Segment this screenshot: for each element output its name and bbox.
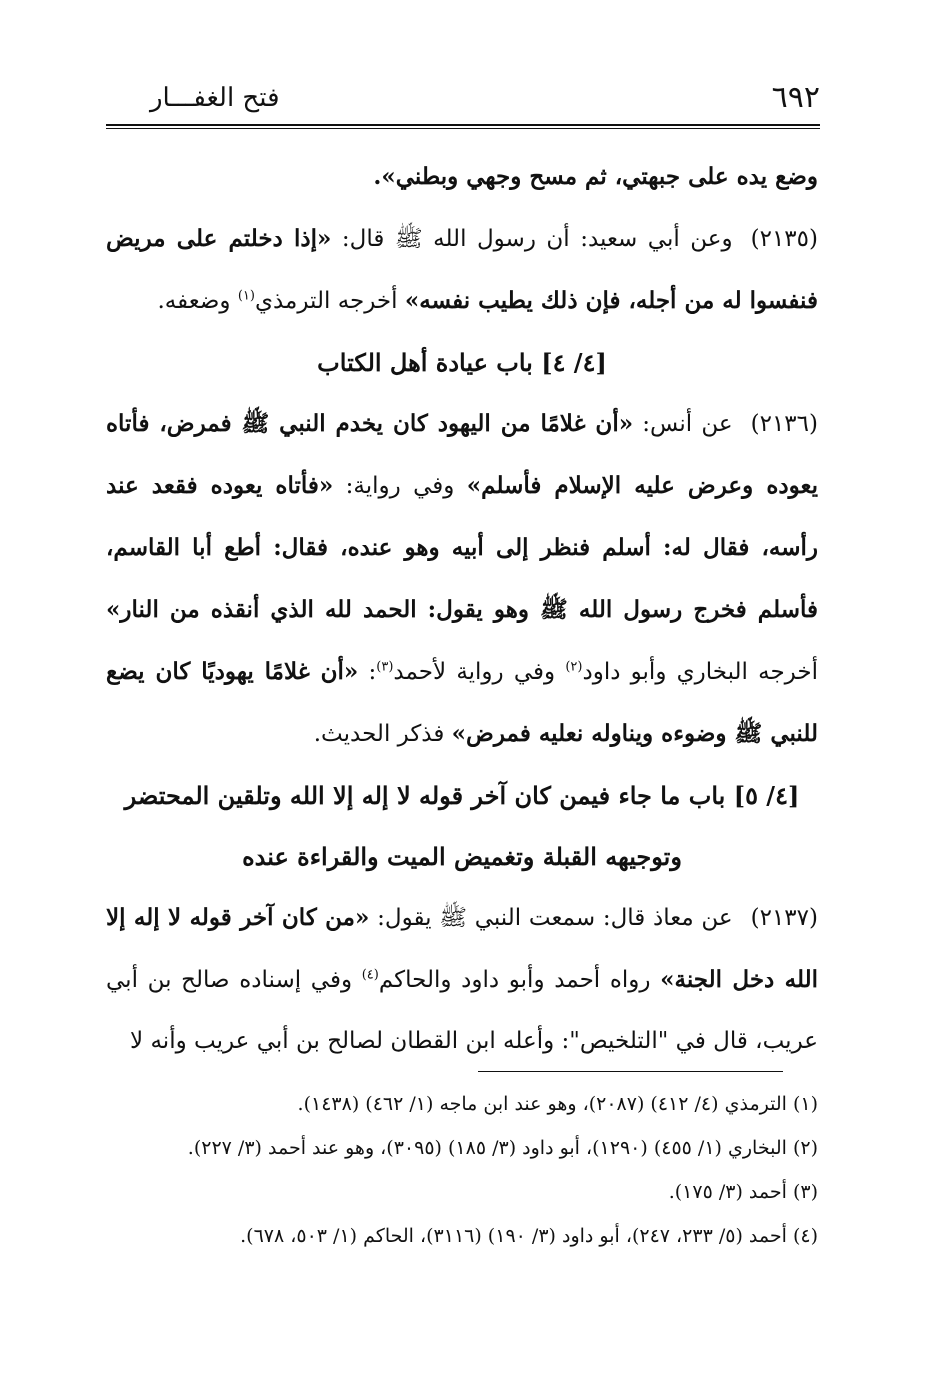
hadith-quote: «من كان آخر قوله لا إله إلا الله دخل الجنة» (106, 904, 818, 993)
hadith-quote: «فأتاه يعوده فقعد عند رأسه، فقال له: أسلم فنظر إلى أبيه وهو عنده، فقال: أطع أبا القاسم، فأسلم فخرج رسول الله ﷺ وهو يقول: الحمد لله الذي أنقذه من النار» (106, 472, 818, 623)
chapter-heading-4-5-line2: وتوجيهه القبلة وتغميض الميت والقراءة عنده (242, 842, 682, 871)
footnote-ref: (٣) (376, 659, 394, 675)
page-number: ٦٩٢ (771, 80, 820, 115)
footnote-4: (٤) أحمد (٥/ ٢٣٣، ٢٤٧)، أبو داود (٣/ ١٩٠) (٣١١٦)، الحاكم (١/ ٥٠٣، ٦٧٨). (240, 1225, 818, 1247)
hadith-quote: «إذا دخلتم على مريض فنفسوا له من أجله، فإن ذلك يطيب نفسه» (106, 225, 818, 314)
book-title: فتح الغفـــار (150, 83, 280, 113)
footnote-2: (٢) البخاري (١/ ٤٥٥) (١٢٩٠)، أبو داود (٣/ ١٨٥) (٣٠٩٥)، وهو عند أحمد (٣/ ٢٢٧). (187, 1137, 818, 1159)
hadith-2135: (٢١٣٥)وعن أبي سعيد: أن رسول الله ﷺ قال: «إذا دخلتم على مريض فنفسوا له من أجله، فإن ذلك يطيب نفسه» أخرجه الترمذي$^{(١)}$ وضعفه. (106, 225, 818, 314)
main-text (106, 146, 818, 1072)
page-header (110, 78, 820, 118)
footnote-1: (١) الترمذي (٤/ ٤١٢) (٢٠٨٧)، وهو عند ابن ماجه (١/ ٤٦٢) (١٤٣٨). (297, 1093, 818, 1115)
hadith-quote: «أن غلامًا من اليهود كان يخدم النبي ﷺ فمرض، فأتاه يعوده وعرض عليه الإسلام فأسلم» (106, 410, 819, 499)
hadith-2136: (٢١٣٦)عن أنس: «أن غلامًا من اليهود كان يخدم النبي ﷺ فمرض، فأتاه يعوده وعرض عليه الإسلام فأسلم» وفي رواية: «فأتاه يعوده فقعد عند رأسه، فقال له: أسلم فنظر إلى أبيه وهو عنده، فقال: أطع أبا القاسم، فأسلم فخرج رسول الله ﷺ وهو يقول: الحمد لله الذي أنقذه من النار» أخرجه البخاري وأبو داود$^{(٢)}$ وفي رواية لأحمد$^{(٣)}$: «أن غلامًا يهوديًا كان يضع للنبي ﷺ وضوءه ويناوله نعليه فمرض» فذكر الحديث. (106, 410, 819, 747)
footnote-rule (478, 1071, 783, 1072)
footnote-3: (٣) أحمد (٣/ ١٧٥). (668, 1181, 818, 1203)
hadith-number: (٢١٣٦) (750, 411, 818, 437)
hadith-number: (٢١٣٥) (750, 226, 818, 252)
footnote-ref: (١) (237, 288, 255, 304)
footnote-ref: (٢) (565, 659, 583, 675)
chapter-heading-4-4: [٤/ ٤] باب عيادة أهل الكتاب (317, 348, 607, 377)
carry-over-line: وضع يده على جبهتي، ثم مسح وجهي وبطني». (373, 163, 818, 190)
footnotes (106, 1082, 818, 1258)
header-rule (106, 124, 820, 129)
hadith-quote: «أن غلامًا يهوديًا كان يضع للنبي ﷺ وضوءه ويناوله نعليه فمرض» (106, 658, 818, 747)
footnote-ref: (٤) (361, 967, 379, 983)
hadith-2137: (٢١٣٧)عن معاذ قال: سمعت النبي ﷺ يقول: «من كان آخر قوله لا إله إلا الله دخل الجنة» رواه أحمد وأبو داود والحاكم$^{(٤)}$ وفي إسناده صالح بن أبي عريب، قال في "التلخيص": وأعله ابن القطان لصالح بن أبي عريب وأنه لا (106, 904, 818, 1054)
hadith-number: (٢١٣٧) (750, 905, 818, 931)
chapter-heading-4-5-line1: [٤/ ٥] باب ما جاء فيمن كان آخر قوله لا إله إلا الله وتلقين المحتضر (124, 781, 800, 810)
